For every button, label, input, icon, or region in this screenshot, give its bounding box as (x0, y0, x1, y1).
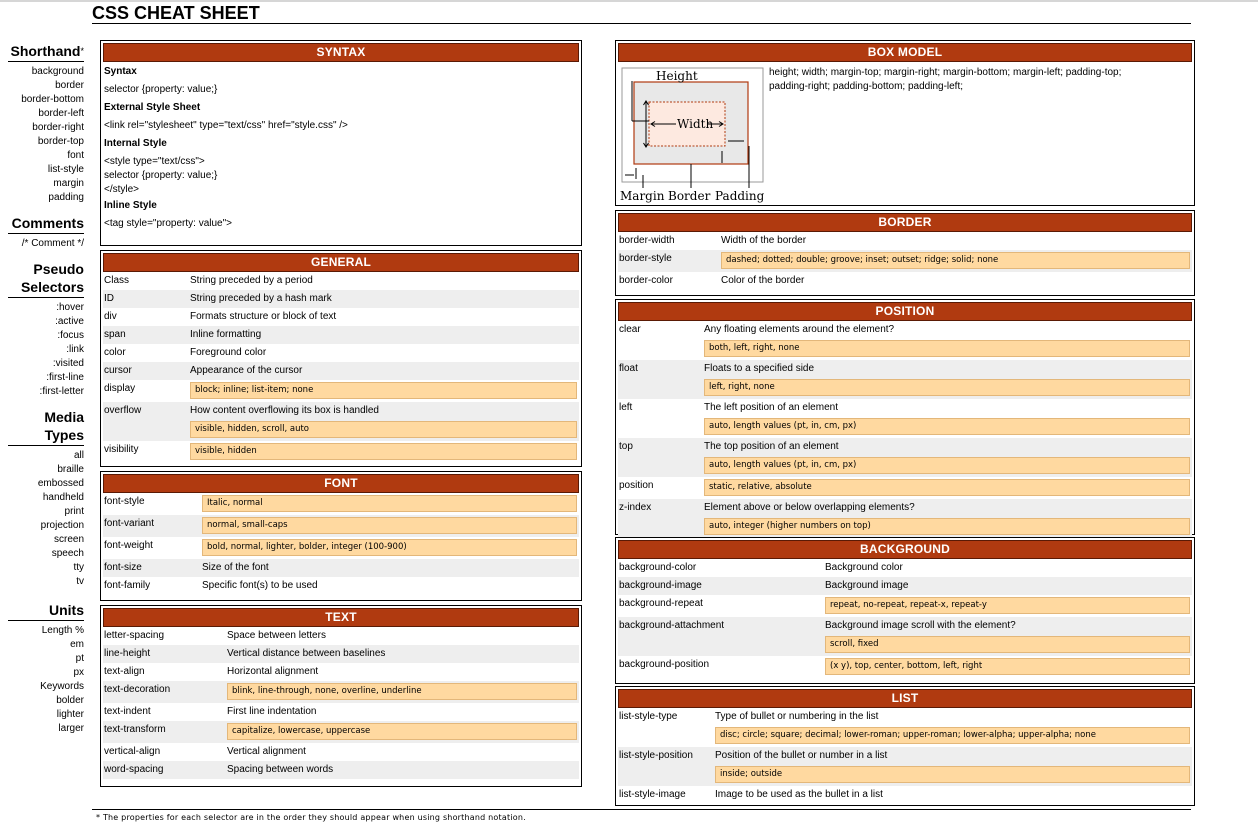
font-section (100, 471, 582, 601)
property-name: line-height (104, 648, 151, 659)
page-title: CSS CHEAT SHEET (92, 3, 260, 23)
property-detail (202, 577, 579, 595)
table-row (103, 290, 579, 308)
property-detail (704, 399, 1192, 438)
property-name: vertical-align (104, 746, 161, 757)
property-name: position (619, 480, 654, 491)
property-description: Space between letters (227, 630, 326, 641)
font-table (103, 493, 579, 595)
media-heading-1: Media (44, 409, 84, 425)
table-row (103, 703, 579, 721)
width-label: Width (677, 117, 714, 131)
pseudo-list (8, 301, 84, 399)
pseudo-heading-2: Selectors (8, 278, 84, 298)
table-row (103, 743, 579, 761)
table-row (103, 308, 579, 326)
sidebar-item: :hover (56, 302, 84, 313)
table-row (103, 380, 579, 402)
property-name: text-decoration (104, 684, 171, 695)
list-title: LIST (618, 689, 1192, 708)
general-table (103, 272, 579, 463)
property-detail (190, 272, 579, 290)
table-row (103, 681, 579, 703)
sidebar-item: em (70, 639, 84, 650)
table-row (103, 627, 579, 645)
sidebar-item: :first-line (46, 372, 84, 383)
property-detail (202, 493, 579, 515)
property-name: span (104, 329, 126, 340)
sidebar-item: braille (57, 464, 84, 475)
text-section (100, 605, 582, 787)
shorthand-heading: Shorthand* (8, 42, 84, 62)
property-name: font-family (104, 580, 151, 591)
internal-heading: Internal Style (104, 138, 167, 149)
sidebar-item: lighter (56, 709, 84, 720)
table-row (103, 721, 579, 743)
sidebar-item: speech (51, 548, 84, 559)
media-heading-2: Types (8, 426, 84, 446)
property-values: capitalize, lowercase, uppercase (227, 723, 577, 740)
property-description: Type of bullet or numbering in the list (715, 711, 879, 722)
property-description: Background image scroll with the element? (825, 620, 1016, 631)
property-name: border-style (619, 253, 672, 264)
sidebar-item: projection (40, 520, 84, 531)
sidebar-item: larger (58, 723, 84, 734)
general-title: GENERAL (103, 253, 579, 272)
property-values: normal, small-caps (202, 517, 577, 534)
sidebar-item: background (31, 66, 84, 77)
table-row (103, 272, 579, 290)
table-row (618, 321, 1192, 360)
sidebar-item: print (64, 506, 84, 517)
property-detail (190, 362, 579, 380)
property-name: background-repeat (619, 598, 703, 609)
property-detail (721, 250, 1192, 272)
property-values: auto, integer (higher numbers on top) (704, 518, 1190, 535)
sidebar-item: :first-letter (39, 386, 84, 397)
internal-line-1: <style type="text/css"> (104, 156, 205, 167)
sidebar-item: padding (48, 192, 84, 203)
shorthand-list (8, 65, 84, 205)
property-detail (704, 360, 1192, 399)
property-detail (704, 321, 1192, 360)
external-line: <link rel="stylesheet" type="text/css" href="style.css" /> (104, 120, 348, 131)
comments-list (8, 237, 84, 251)
property-description: Vertical alignment (227, 746, 306, 757)
property-detail (721, 232, 1192, 250)
sidebar-item: border (55, 80, 84, 91)
sidebar-item: screen (53, 534, 84, 545)
property-detail (704, 438, 1192, 477)
height-label: Height (656, 69, 698, 83)
property-description: Formats structure or block of text (190, 311, 337, 322)
property-detail (190, 290, 579, 308)
property-detail (202, 559, 579, 577)
table-row (618, 747, 1192, 786)
list-section (615, 686, 1195, 806)
property-detail (227, 761, 579, 779)
property-description: Image to be used as the bullet in a list (715, 789, 883, 800)
table-row (618, 656, 1192, 678)
table-row (103, 402, 579, 441)
property-description: Element above or below overlapping elements? (704, 502, 915, 513)
property-values: blink, line-through, none, overline, underline (227, 683, 577, 700)
property-detail (227, 681, 579, 703)
footnote: * The properties for each selector are in the order they should appear when using shorthand notation. (96, 813, 526, 822)
property-description: String preceded by a hash mark (190, 293, 332, 304)
table-row (618, 617, 1192, 656)
property-description: Specific font(s) to be used (202, 580, 318, 591)
sidebar-item: px (73, 667, 84, 678)
property-values: visible, hidden (190, 443, 577, 460)
sidebar-item: border-top (37, 136, 84, 147)
property-description: Spacing between words (227, 764, 334, 775)
property-description: Inline formatting (190, 329, 262, 340)
property-description: Background color (825, 562, 903, 573)
comments-heading: Comments (8, 214, 84, 234)
font-title: FONT (103, 474, 579, 493)
property-description: Position of the bullet or number in a list (715, 750, 888, 761)
table-row (618, 232, 1192, 250)
general-section (100, 250, 582, 467)
text-title: TEXT (103, 608, 579, 627)
padding-label: Padding (715, 189, 765, 203)
background-section (615, 537, 1195, 684)
property-name: border-color (619, 275, 673, 286)
property-detail (227, 721, 579, 743)
sidebar-item: :active (55, 316, 84, 327)
property-name: list-style-position (619, 750, 693, 761)
property-description: Vertical distance between baselines (227, 648, 386, 659)
property-description: Width of the border (721, 235, 807, 246)
sidebar-item: Keywords (40, 681, 84, 692)
table-row (103, 344, 579, 362)
property-values: visible, hidden, scroll, auto (190, 421, 577, 438)
table-row (618, 595, 1192, 617)
property-detail (704, 477, 1192, 499)
background-title: BACKGROUND (618, 540, 1192, 559)
property-detail (190, 308, 579, 326)
table-row (618, 499, 1192, 538)
property-detail (190, 402, 579, 441)
sidebar-item: border-bottom (21, 94, 84, 105)
border-title: BORDER (618, 213, 1192, 232)
sidebar-item: list-style (47, 164, 84, 175)
syntax-title: SYNTAX (103, 43, 579, 62)
box-model-diagram (619, 65, 766, 205)
inline-line: <tag style="property: value"> (104, 218, 233, 229)
property-detail (227, 743, 579, 761)
property-name: color (104, 347, 126, 358)
boxmodel-properties: height; width; margin-top; margin-right; margin-bottom; margin-left; padding-top; padding-right; padding-bottom; padding-left; (769, 67, 1122, 92)
property-description: Foreground color (190, 347, 267, 358)
property-values: repeat, no-repeat, repeat-x, repeat-y (825, 597, 1190, 614)
sidebar-item: all (73, 450, 84, 461)
border-section (615, 210, 1195, 296)
property-name: left (619, 402, 633, 413)
property-name: background-image (619, 580, 702, 591)
top-edge (0, 0, 1258, 2)
property-name: top (619, 441, 633, 452)
property-detail (825, 559, 1192, 577)
property-values: block; inline; list-item; none (190, 382, 577, 399)
property-name: font-size (104, 562, 142, 573)
table-row (103, 663, 579, 681)
table-row (618, 438, 1192, 477)
property-detail (825, 577, 1192, 595)
property-values: disc; circle; square; decimal; lower-roman; upper-roman; lower-alpha; upper-alpha; none (715, 727, 1190, 744)
property-description: Appearance of the cursor (190, 365, 303, 376)
property-name: text-indent (104, 706, 151, 717)
property-detail (825, 656, 1192, 678)
background-table (618, 559, 1192, 678)
property-values: scroll, fixed (825, 636, 1190, 653)
table-row (618, 577, 1192, 595)
title-rule (92, 23, 1191, 24)
sidebar-item: pt (75, 653, 84, 664)
sidebar-item: Length % (41, 625, 84, 636)
units-list (8, 624, 84, 736)
property-detail (202, 537, 579, 559)
property-name: background-position (619, 659, 710, 670)
table-row (103, 761, 579, 779)
position-section (615, 299, 1195, 535)
property-detail (190, 326, 579, 344)
property-name: letter-spacing (104, 630, 165, 641)
sidebar (8, 42, 84, 736)
property-name: Class (104, 275, 130, 286)
property-name: background-color (619, 562, 697, 573)
table-row (103, 537, 579, 559)
table-row (618, 477, 1192, 499)
external-heading: External Style Sheet (104, 102, 201, 113)
property-name: list-style-image (619, 789, 686, 800)
footer-rule (92, 809, 1191, 810)
text-table (103, 627, 579, 779)
sidebar-item: /* Comment */ (21, 238, 84, 249)
property-values: auto, length values (pt, in, cm, px) (704, 457, 1190, 474)
sidebar-item: bolder (56, 695, 84, 706)
property-name: list-style-type (619, 711, 678, 722)
internal-line-3: </style> (104, 184, 140, 195)
table-row (103, 645, 579, 663)
property-detail (227, 627, 579, 645)
table-row (618, 399, 1192, 438)
sidebar-item: border-left (38, 108, 84, 119)
property-detail (715, 708, 1192, 747)
table-row (103, 515, 579, 537)
property-name: float (619, 363, 638, 374)
property-name: font-weight (104, 540, 153, 551)
table-row (618, 250, 1192, 272)
property-values: Italic, normal (202, 495, 577, 512)
property-detail (190, 441, 579, 463)
property-description: Horizontal alignment (227, 666, 319, 677)
property-values: dashed; dotted; double; groove; inset; outset; ridge; solid; none (721, 252, 1190, 269)
property-description: The left position of an element (704, 402, 838, 413)
property-name: clear (619, 324, 641, 335)
property-name: font-variant (104, 518, 155, 529)
sidebar-item: :focus (57, 330, 84, 341)
table-row (618, 708, 1192, 747)
border-label: Border (668, 189, 711, 203)
position-table (618, 321, 1192, 538)
property-description: String preceded by a period (190, 275, 313, 286)
sidebar-item: tty (73, 562, 84, 573)
property-name: ID (104, 293, 114, 304)
property-name: border-width (619, 235, 675, 246)
property-description: The top position of an element (704, 441, 839, 452)
property-values: bold, normal, lighter, bolder, integer (100-900) (202, 539, 577, 556)
internal-line-2: selector {property: value;} (104, 170, 218, 181)
property-name: overflow (104, 405, 142, 416)
property-name: font-style (104, 496, 145, 507)
table-row (103, 326, 579, 344)
property-detail (227, 703, 579, 721)
property-values: left, right, none (704, 379, 1190, 396)
sidebar-item: font (67, 150, 84, 161)
table-row (103, 577, 579, 595)
property-detail (825, 595, 1192, 617)
table-row (103, 362, 579, 380)
property-name: z-index (619, 502, 652, 513)
property-name: visibility (104, 444, 139, 455)
sidebar-item: embossed (37, 478, 84, 489)
sidebar-item: border-right (32, 122, 84, 133)
property-values: (x y), top, center, bottom, left, right (825, 658, 1190, 675)
property-name: word-spacing (104, 764, 164, 775)
sidebar-item: handheld (42, 492, 84, 503)
margin-label: Margin (620, 189, 665, 203)
position-title: POSITION (618, 302, 1192, 321)
boxmodel-section (615, 40, 1195, 206)
property-detail (715, 747, 1192, 786)
table-row (618, 272, 1192, 290)
sidebar-item: tv (76, 576, 84, 587)
table-row (103, 493, 579, 515)
property-values: auto, length values (pt, in, cm, px) (704, 418, 1190, 435)
property-name: background-attachment (619, 620, 725, 631)
table-row (618, 786, 1192, 804)
property-description: How content overflowing its box is handled (190, 405, 379, 416)
table-row (618, 360, 1192, 399)
property-detail (227, 645, 579, 663)
property-detail (202, 515, 579, 537)
sidebar-item: margin (53, 178, 84, 189)
syntax-heading: Syntax (104, 66, 137, 77)
property-name: display (104, 383, 136, 394)
border-table (618, 232, 1192, 290)
property-description: First line indentation (227, 706, 317, 717)
table-row (103, 559, 579, 577)
property-description: Floats to a specified side (704, 363, 815, 374)
property-values: both, left, right, none (704, 340, 1190, 357)
property-detail (715, 786, 1192, 804)
syntax-line: selector {property: value;} (104, 84, 218, 95)
property-name: cursor (104, 365, 132, 376)
property-values: inside; outside (715, 766, 1190, 783)
property-description: Color of the border (721, 275, 805, 286)
list-table (618, 708, 1192, 804)
property-description: Background image (825, 580, 909, 591)
property-name: text-transform (104, 724, 166, 735)
property-detail (721, 272, 1192, 290)
property-description: Any floating elements around the element? (704, 324, 895, 335)
table-row (103, 441, 579, 463)
property-name: div (104, 311, 117, 322)
property-description: Size of the font (202, 562, 269, 573)
property-detail (190, 380, 579, 402)
property-name: text-align (104, 666, 145, 677)
property-values: static, relative, absolute (704, 479, 1190, 496)
boxmodel-title: BOX MODEL (618, 43, 1192, 62)
sidebar-item: :visited (52, 358, 84, 369)
table-row (618, 559, 1192, 577)
property-detail (190, 344, 579, 362)
property-detail (227, 663, 579, 681)
media-list (8, 449, 84, 589)
property-detail (704, 499, 1192, 538)
property-detail (825, 617, 1192, 656)
units-heading: Units (8, 601, 84, 621)
sidebar-item: :link (66, 344, 84, 355)
inline-heading: Inline Style (104, 200, 157, 211)
pseudo-heading-1: Pseudo (33, 261, 84, 277)
syntax-section (100, 40, 582, 246)
